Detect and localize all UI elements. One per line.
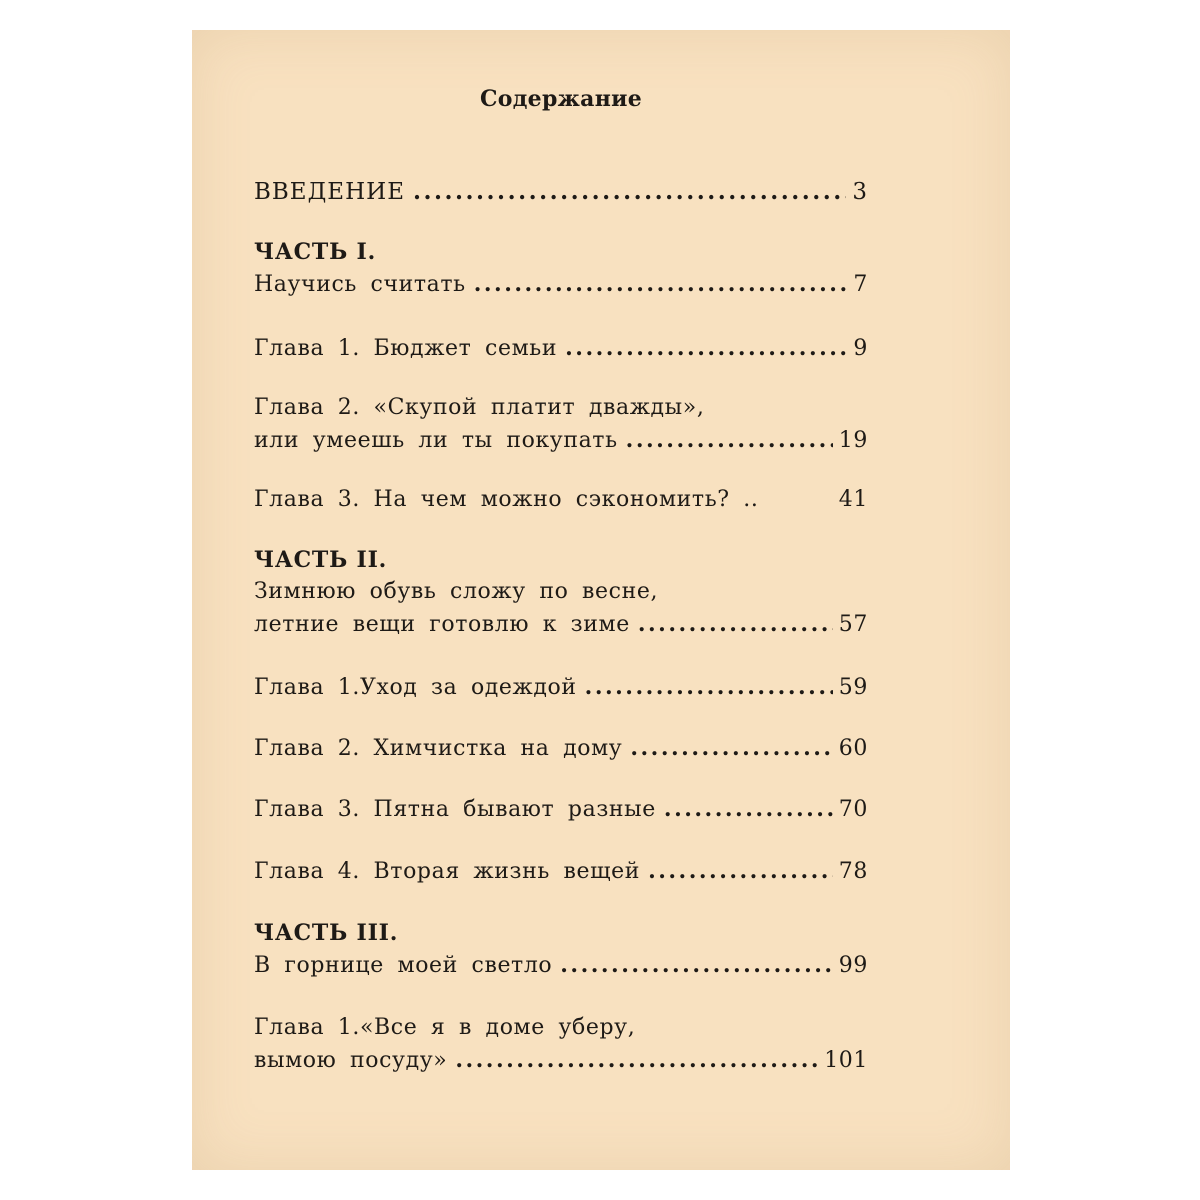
page-number: 19 [838,428,868,453]
page-number: 57 [838,612,868,637]
part-heading: ЧАСТЬ II. [254,547,388,573]
part-heading: ЧАСТЬ III. [254,920,399,946]
leader-dots [413,176,846,208]
page-number: 3 [852,179,868,205]
toc-chapter [254,732,868,764]
leader-dots [474,268,848,300]
leader-dots [630,732,832,764]
leader-dots [626,424,833,456]
toc-entry [254,268,868,300]
page-number: 41 [838,487,868,512]
leader-dots [638,608,833,640]
toc-part-1 [254,236,868,300]
entry-text: Глава 1.«Все я в доме уберу, [254,1015,636,1040]
book-page [192,30,1010,1170]
entry-text: летние вещи готовлю к зиме [254,612,630,637]
leader-dots [585,671,833,703]
entry-text: Научись считать [254,272,466,297]
toc-chapter [254,392,868,456]
part-heading: ЧАСТЬ I. [254,239,377,265]
entry-text: Глава 1.Уход за одеждой [254,675,577,700]
toc-chapter [254,484,868,516]
entry-text: Глава 2. «Скупой платит дважды», [254,395,705,420]
toc-title: Содержание [479,86,643,112]
toc-part-2 [254,544,868,640]
toc-part-3 [254,917,868,981]
page-number: 59 [838,675,868,700]
leader-dots [455,1044,818,1076]
toc-entry-intro [254,176,868,208]
entry-text: Глава 2. Химчистка на дому [254,736,623,761]
page-number: 99 [838,953,868,978]
page-number: 7 [853,272,868,297]
toc-chapter [254,332,868,364]
entry-text: Глава 4. Вторая жизнь вещей [254,859,641,884]
leader-dots [565,332,847,364]
page-number: 70 [838,797,868,822]
toc-chapter [254,671,868,703]
entry-text: ВВЕДЕНИЕ [254,179,405,205]
leader-dots [648,855,833,887]
page-number: 60 [838,736,868,761]
entry-text: В горнице моей светло [254,953,553,978]
toc-chapter [254,1012,868,1076]
page-number: 78 [838,859,868,884]
page-number: 101 [824,1048,868,1073]
toc-chapter [254,855,868,887]
leader-dots [560,949,833,981]
entry-text: Глава 3. На чем можно сэкономить? .. [254,487,759,512]
entry-text: Глава 1. Бюджет семьи [254,336,558,361]
leader-dots [664,793,833,825]
entry-text: Глава 3. Пятна бывают разные [254,797,656,822]
entry-text: Зимнюю обувь сложу по весне, [254,579,659,604]
page-number: 9 [853,336,868,361]
toc-chapter [254,793,868,825]
entry-text: вымою посуду» [254,1048,448,1073]
entry-text: или умеешь ли ты покупать [254,428,618,453]
